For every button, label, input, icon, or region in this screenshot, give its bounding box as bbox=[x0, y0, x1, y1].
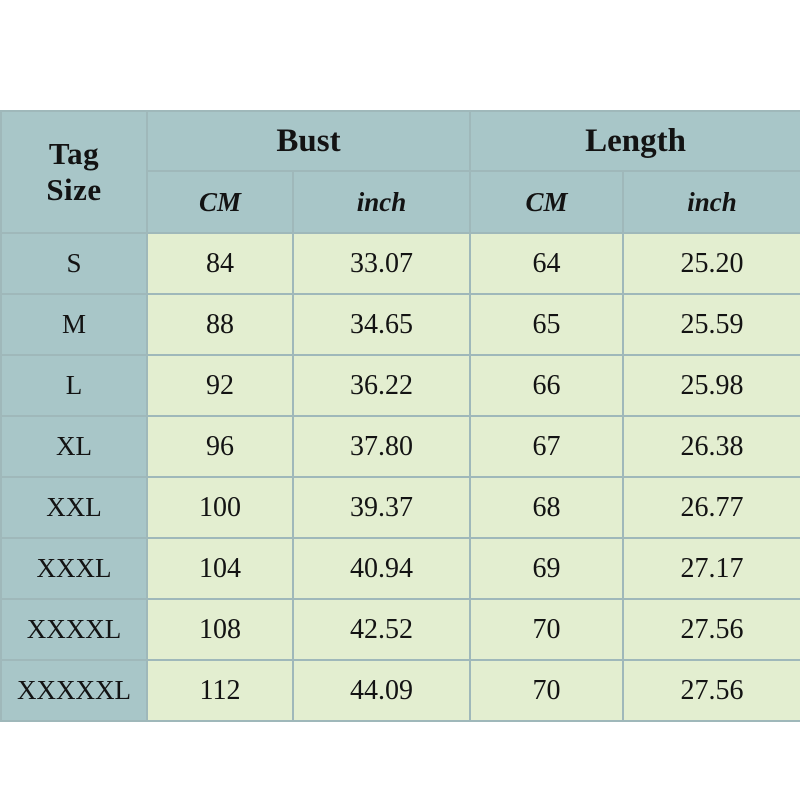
cell-bust-inch: 36.22 bbox=[293, 355, 470, 416]
cell-bust-cm: 108 bbox=[147, 599, 293, 660]
cell-length-inch: 27.56 bbox=[623, 660, 800, 721]
table-header bbox=[1, 111, 800, 233]
cell-bust-cm: 88 bbox=[147, 294, 293, 355]
cell-bust-cm: 92 bbox=[147, 355, 293, 416]
cell-bust-cm: 96 bbox=[147, 416, 293, 477]
header-tag-size bbox=[1, 111, 147, 233]
size-chart-table bbox=[0, 110, 800, 722]
cell-length-inch: 25.20 bbox=[623, 233, 800, 294]
table-row bbox=[1, 355, 800, 416]
cell-length-cm: 70 bbox=[470, 599, 623, 660]
table-row bbox=[1, 416, 800, 477]
table-row bbox=[1, 477, 800, 538]
cell-length-inch: 26.38 bbox=[623, 416, 800, 477]
cell-bust-inch: 40.94 bbox=[293, 538, 470, 599]
cell-bust-inch: 42.52 bbox=[293, 599, 470, 660]
cell-tag-size: XXXL bbox=[1, 538, 147, 599]
cell-length-cm: 70 bbox=[470, 660, 623, 721]
header-group-bust: Bust bbox=[147, 111, 470, 171]
header-bust-cm: CM bbox=[147, 171, 293, 233]
cell-bust-cm: 84 bbox=[147, 233, 293, 294]
cell-tag-size: XXXXL bbox=[1, 599, 147, 660]
cell-tag-size: XL bbox=[1, 416, 147, 477]
cell-tag-size: XXXXXL bbox=[1, 660, 147, 721]
table-row bbox=[1, 294, 800, 355]
header-tag-line1: Tag bbox=[48, 136, 100, 171]
cell-bust-cm: 100 bbox=[147, 477, 293, 538]
cell-bust-inch: 39.37 bbox=[293, 477, 470, 538]
cell-length-inch: 26.77 bbox=[623, 477, 800, 538]
cell-bust-inch: 33.07 bbox=[293, 233, 470, 294]
cell-length-inch: 25.59 bbox=[623, 294, 800, 355]
header-row-groups bbox=[1, 111, 800, 171]
cell-length-cm: 68 bbox=[470, 477, 623, 538]
cell-length-cm: 65 bbox=[470, 294, 623, 355]
cell-length-inch: 25.98 bbox=[623, 355, 800, 416]
cell-bust-cm: 112 bbox=[147, 660, 293, 721]
cell-length-cm: 64 bbox=[470, 233, 623, 294]
cell-tag-size: S bbox=[1, 233, 147, 294]
cell-length-inch: 27.17 bbox=[623, 538, 800, 599]
table-body bbox=[1, 233, 800, 721]
cell-tag-size: XXL bbox=[1, 477, 147, 538]
table-row bbox=[1, 660, 800, 721]
table-row bbox=[1, 233, 800, 294]
cell-bust-inch: 37.80 bbox=[293, 416, 470, 477]
table-row bbox=[1, 538, 800, 599]
cell-bust-cm: 104 bbox=[147, 538, 293, 599]
cell-length-inch: 27.56 bbox=[623, 599, 800, 660]
header-tag-line2: Size bbox=[46, 172, 102, 207]
header-length-cm: CM bbox=[470, 171, 623, 233]
cell-tag-size: M bbox=[1, 294, 147, 355]
cell-tag-size: L bbox=[1, 355, 147, 416]
cell-length-cm: 66 bbox=[470, 355, 623, 416]
cell-length-cm: 67 bbox=[470, 416, 623, 477]
header-bust-inch: inch bbox=[293, 171, 470, 233]
header-group-length: Length bbox=[470, 111, 800, 171]
cell-length-cm: 69 bbox=[470, 538, 623, 599]
table-row bbox=[1, 599, 800, 660]
cell-bust-inch: 34.65 bbox=[293, 294, 470, 355]
cell-bust-inch: 44.09 bbox=[293, 660, 470, 721]
size-chart-container bbox=[0, 110, 800, 722]
header-length-inch: inch bbox=[623, 171, 800, 233]
